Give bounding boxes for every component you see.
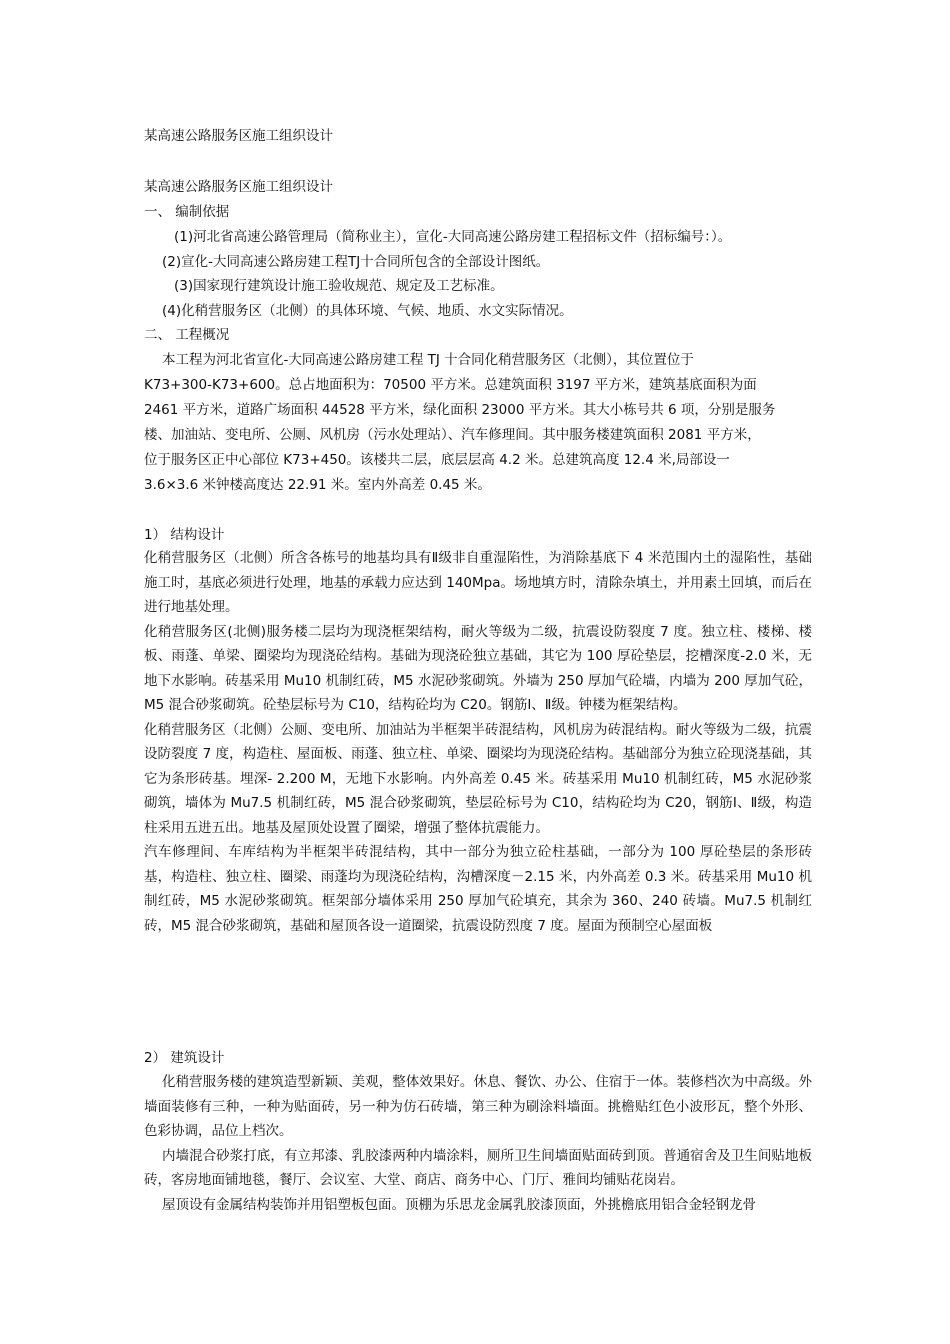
structure-paragraph: 化稍营服务区(北侧)服务楼二层均为现浇框架结构，耐火等级为二级，抗震设防裂度 7 度。独立柱、楼梯、楼板、雨蓬、单梁、圈梁均为现浇砼结构。基础为现浇砼独立基础，其它为 100 厚砼垫层，挖槽深度-2.0 米，无地下水影响。砖基采用 Mu10 机制红砖，M5 水泥砂浆砌筑。外墙为 250 厚加气砼墙，内墙为 200 厚加气砼，M5 混合砂浆砌筑。砼垫层标号为 C10，结构砼均为 C20。钢筋Ⅰ、Ⅱ级。钟楼为框架结构。: [144, 623, 812, 713]
structure-paragraph: 汽车修理间、车库结构为半框架半砖混结构，其中一部分为独立砼柱基础，一部分为 100 厚砼垫层的条形砖基，构造柱、独立柱、圈梁、雨蓬均为现浇砼结构，沟槽深度－2.15 米，内外高差 0.3 米。砖基采用 Mu10 机制红砖，M5 水泥砂浆砌筑。框架部分墙体采用 250 厚加气砼填充，其余为 360、240 砖墙。Mu7.5 机制红砖，M5 混合砂浆砌筑，基础和屋顶各设一道圈梁，抗震设防烈度 7 度。屋面为预制空心屋面板: [144, 844, 812, 934]
architecture-paragraph: 化稍营服务楼的建筑造型新颖、美观，整体效果好。休息、餐饮、办公、住宿于一体。装修档次为中高级。外墙面装修有三种，一种为贴面砖，另一种为仿石砖墙，第三种为刷涂料墙面。挑檐贴红色小波形瓦，整个外形、色彩协调，品位上档次。: [144, 1074, 812, 1139]
architecture-paragraph: 内墙混合砂浆打底，有立邦漆、乳胶漆两种内墙涂料，厕所卫生间墙面贴面砖到顶。普通宿舍及卫生间贴地板砖，客房地面铺地毯，餐厅、会议室、大堂、商店、商务中心、门厅、雅间均铺贴花岗岩。: [144, 1147, 812, 1188]
basis-item-3: (3)国家现行建筑设计施工验收规范、规定及工艺标准。: [174, 278, 504, 294]
document-title: 某高速公路服务区施工组织设计: [144, 128, 333, 144]
section-heading-basis: 一、 编制依据: [144, 204, 230, 220]
architecture-heading: 2） 建筑设计: [144, 1050, 225, 1066]
overview-line-5: 位于服务区正中心部位 K73+450。该楼共二层，底层层高 4.2 米。总建筑高度 12.4 米,局部设一: [144, 452, 730, 468]
structure-paragraph: 化稍营服务区（北侧）公厕、变电所、加油站为半框架半砖混结构，风机房为砖混结构。耐火等级为二级，抗震设防裂度 7 度，构造柱、屋面板、雨蓬、独立柱、单梁、圈梁均为现浇砼结构。基础部分为独立砼现浇基础，其它为条形砖基。埋深- 2.200 M，无地下水影响。内外高差 0.45 米。砖基采用 Mu10 机制红砖，M5 水泥砂浆砌筑，墙体为 Mu7.5 机制红砖，M5 混合砂浆砌筑，垫层砼标号为 C10，结构砼均为 C20，钢筋Ⅰ、Ⅱ级，构造柱采用五进五出。地基及屋顶处设置了圈梁，增强了整体抗震能力。: [144, 721, 812, 836]
basis-item-1: (1)河北省高速公路管理局（简称业主），宣化-大同高速公路房建工程招标文件（招标编号：）。: [174, 229, 732, 245]
architecture-body: [144, 1070, 812, 1217]
architecture-paragraph: 屋顶设有金属结构装饰并用铝塑板包面。顶棚为乐思龙金属乳胶漆顶面，外挑檐底用铝合金轻钢龙骨: [162, 1196, 756, 1213]
basis-item-4: (4)化稍营服务区（北侧）的具体环境、气候、地质、水文实际情况。: [162, 303, 573, 319]
structure-paragraph: 化稍营服务区（北侧）所含各栋号的地基均具有Ⅱ级非自重湿陷性，为消除基底下 4 米范围内土的湿陷性，基础施工时，基底必须进行处理，地基的承载力应达到 140Mpa。场地填方时，清除杂填土，并用素土回填，而后在进行地基处理。: [144, 550, 812, 615]
basis-item-2: (2)宣化-大同高速公路房建工程TJ十合同所包含的全部设计图纸。: [162, 254, 550, 270]
overview-line-6: 3.6×3.6 米钟楼高度达 22.91 米。室内外高差 0.45 米。: [144, 477, 491, 493]
document-subtitle: 某高速公路服务区施工组织设计: [144, 179, 333, 195]
overview-line-4: 楼、加油站、变电所、公厕、风机房（污水处理站）、汽车修理间。其中服务楼建筑面积 2081 平方米，: [144, 427, 761, 443]
section-heading-overview: 二、 工程概况: [144, 327, 230, 343]
overview-line-3: 2461 平方米，道路广场面积 44528 平方米，绿化面积 23000 平方米。其大小栋号共 6 项，分别是服务: [144, 402, 776, 418]
overview-line-2: K73+300-K73+600。总占地面积为：70500 平方米。总建筑面积 3197 平方米，建筑基底面积为面: [144, 377, 757, 393]
overview-line-1: 本工程为河北省宣化-大同高速公路房建工程 TJ 十合同化稍营服务区（北侧），其位置位于: [162, 352, 694, 368]
structure-body: [144, 546, 812, 938]
structure-heading: 1） 结构设计: [144, 527, 225, 543]
